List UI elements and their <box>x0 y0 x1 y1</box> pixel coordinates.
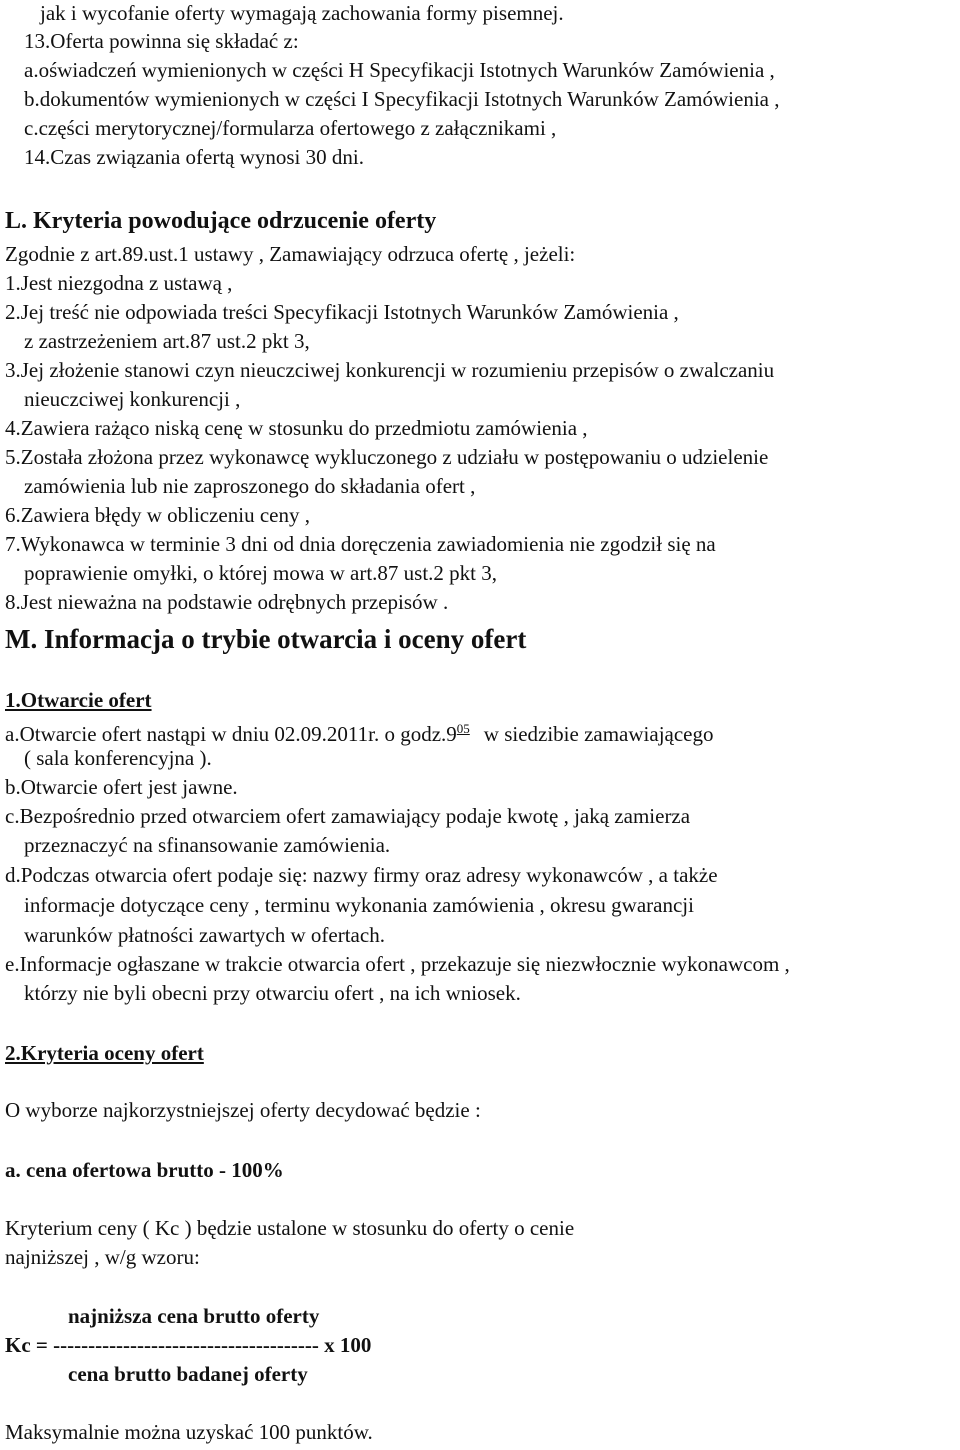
list-item-continuation: poprawienie omyłki, o której mowa w art.87 ust.2 pkt 3, <box>24 561 498 585</box>
list-item-continuation: nieuczciwej konkurencji , <box>24 387 241 411</box>
opening-time-minutes: 05 <box>456 721 470 736</box>
criterion-line: a. cena ofertowa brutto - 100% <box>5 1158 284 1182</box>
list-item: 8.Jest nieważna na podstawie odrębnych przepisów . <box>5 590 449 614</box>
list-item <box>5 716 714 747</box>
subsection-heading: 1.Otwarcie ofert <box>5 688 152 712</box>
list-item: 14.Czas związania ofertą wynosi 30 dni. <box>24 145 364 169</box>
list-item: c.części merytorycznej/formularza ofertowego z załącznikami , <box>24 116 557 140</box>
list-item-continuation: zamówienia lub nie zaproszonego do składania ofert , <box>24 474 476 498</box>
list-item: a.oświadczeń wymienionych w części H Specyfikacji Istotnych Warunków Zamówienia , <box>24 58 775 82</box>
list-item: 4.Zawiera rażąco niską cenę w stosunku do przedmiotu zamówienia , <box>5 416 588 440</box>
list-item: 13.Oferta powinna się składać z: <box>24 29 299 53</box>
list-item-continuation: informacje dotyczące ceny , terminu wykonania zamówienia , okresu gwarancji <box>24 893 694 917</box>
formula-denominator: cena brutto badanej oferty <box>68 1362 308 1386</box>
formula-main: Kc = -------------------------------------- x 100 <box>5 1333 372 1357</box>
list-item: 6.Zawiera błędy w obliczeniu ceny , <box>5 503 310 527</box>
text-line: Zgodnie z art.89.ust.1 ustawy , Zamawiający odrzuca ofertę , jeżeli: <box>5 242 576 266</box>
list-item-continuation: z zastrzeżeniem art.87 ust.2 pkt 3, <box>24 329 310 353</box>
list-item: e.Informacje ogłaszane w trakcie otwarcia ofert , przekazuje się niezwłocznie wykonawcom , <box>5 952 790 976</box>
opening-place-text: w siedzibie zamawiającego <box>483 722 714 746</box>
list-item: 5.Została złożona przez wykonawcę wykluczonego z udziału w postępowaniu o udzielenie <box>5 445 769 469</box>
list-item: d.Podczas otwarcia ofert podaje się: nazwy firmy oraz adresy wykonawców , a także <box>5 863 718 887</box>
list-item: 3.Jej złożenie stanowi czyn nieuczciwej konkurencji w rozumieniu przepisów o zwalczaniu <box>5 358 775 382</box>
text-line: O wyborze najkorzystniejszej oferty decydować będzie : <box>5 1098 481 1122</box>
opening-date-text: a.Otwarcie ofert nastąpi w dniu 02.09.2011r. o godz.9 <box>5 722 457 746</box>
list-item: 2.Jej treść nie odpowiada treści Specyfikacji Istotnych Warunków Zamówienia , <box>5 300 679 324</box>
section-heading-l: L. Kryteria powodujące odrzucenie oferty <box>5 208 437 234</box>
list-item: b.Otwarcie ofert jest jawne. <box>5 775 238 799</box>
text-line: Maksymalnie można uzyskać 100 punktów. <box>5 1420 373 1444</box>
list-item-continuation: ( sala konferencyjna ). <box>24 746 212 770</box>
formula-numerator: najniższa cena brutto oferty <box>68 1304 320 1328</box>
subsection-heading: 2.Kryteria oceny ofert <box>5 1041 204 1065</box>
text-line: najniższej , w/g wzoru: <box>5 1245 200 1269</box>
list-item-continuation: przeznaczyć na sfinansowanie zamówienia. <box>24 833 391 857</box>
text-line: jak i wycofanie oferty wymagają zachowania formy pisemnej. <box>40 1 564 25</box>
list-item: c.Bezpośrednio przed otwarciem ofert zamawiający podaje kwotę , jaką zamierza <box>5 804 691 828</box>
list-item: b.dokumentów wymienionych w części I Specyfikacji Istotnych Warunków Zamówienia , <box>24 87 780 111</box>
list-item: 7.Wykonawca w terminie 3 dni od dnia doręczenia zawiadomienia nie zgodził się na <box>5 532 716 556</box>
list-item-continuation: warunków płatności zawartych w ofertach. <box>24 923 385 947</box>
text-line: Kryterium ceny ( Kc ) będzie ustalone w stosunku do oferty o cenie <box>5 1216 575 1240</box>
section-heading-m: M. Informacja o trybie otwarcia i oceny ofert <box>5 624 527 654</box>
list-item-continuation: którzy nie byli obecni przy otwarciu ofert , na ich wniosek. <box>24 981 521 1005</box>
list-item: 1.Jest niezgodna z ustawą , <box>5 271 233 295</box>
